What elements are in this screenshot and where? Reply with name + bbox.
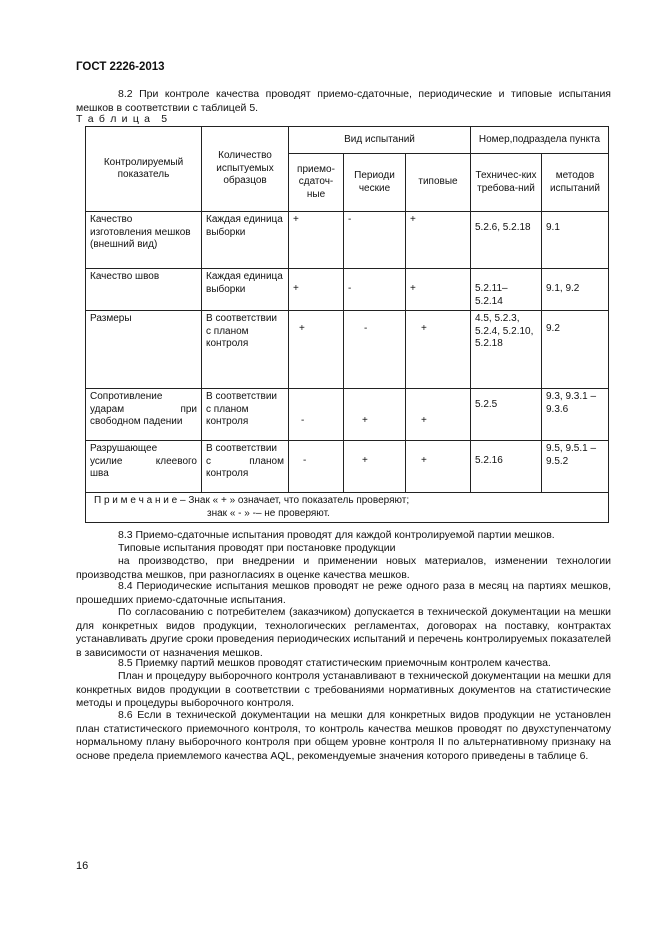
indicator-word: при: [180, 403, 197, 415]
cell-methods: 9.5, 9.5.1 – 9.5.2: [542, 441, 609, 493]
cell-requirements: 5.2.16: [471, 441, 542, 493]
note-line-1: П р и м е ч а н и е – Знак « + » означает, что показатель проверяют;: [94, 495, 410, 506]
indicator-word: усилие: [90, 455, 123, 467]
cell-acceptance: -: [289, 389, 344, 441]
cell-indicator: Размеры: [86, 311, 202, 389]
cell-methods: 9.1, 9.2: [542, 269, 609, 311]
intro-paragraph: [76, 88, 611, 115]
indicator-line: [90, 456, 197, 469]
cell-type: +: [406, 269, 471, 311]
cell-requirements: 4.5, 5.2.3, 5.2.4, 5.2.10, 5.2.18: [471, 311, 542, 389]
cell-type: +: [406, 212, 471, 269]
table-row: [86, 441, 609, 493]
header-methods: методов испытаний: [542, 154, 609, 212]
cell-indicator: Качество швов: [86, 269, 202, 311]
cell-acceptance: +: [289, 269, 344, 311]
indicator-line: [90, 404, 197, 417]
header-type: типовые: [406, 154, 471, 212]
cell-quantity: [202, 441, 289, 493]
paragraph-text: 8.3 Приемо-сдаточные испытания проводят для каждой контролируемой партии мешков.: [118, 529, 555, 541]
quantity-line: В соответствии: [206, 443, 278, 454]
cell-methods: 9.1: [542, 212, 609, 269]
header-test-types: Вид испытаний: [289, 127, 471, 154]
cell-periodic: -: [344, 212, 406, 269]
table-caption-number: 5: [161, 113, 169, 125]
paragraph-types: [76, 542, 611, 556]
indicator-word: ударам: [90, 403, 125, 415]
table-row: [86, 311, 609, 389]
indicator-word: клеевого: [155, 455, 197, 467]
table-caption-word: Т а б л и ц а: [76, 113, 152, 125]
paragraph-types-cont: [76, 555, 611, 582]
indicator-line: шва: [90, 468, 109, 479]
cell-acceptance: +: [289, 212, 344, 269]
cell-periodic: -: [344, 269, 406, 311]
header-acceptance: приемо-сдаточ-ные: [289, 154, 344, 212]
paragraph-text: 8.5 Приемку партий мешков проводят статистическим приемочным контролем качества.: [118, 657, 551, 669]
paragraph-plan: [76, 670, 611, 711]
paragraph-text: План и процедуру выборочного контроля устанавливают в технической документации на мешки для конкретных видов продукции в соответствии с требованиями нормативных документов на статистические методы и процедуры выборочного контроля.: [76, 670, 611, 710]
paragraph-text: 8.4 Периодические испытания мешков проводят не реже одного раза в месяц на партиях мешков, прошедших приемо-сдаточные испытания.: [76, 580, 611, 606]
cell-acceptance: -: [289, 441, 344, 493]
tests-table: [85, 126, 609, 523]
indicator-line: свободном падении: [90, 416, 183, 427]
paragraph-8-3: [76, 529, 611, 543]
document-code: ГОСТ 2226-2013: [76, 61, 165, 73]
cell-methods: 9.2: [542, 311, 609, 389]
table-note-row: [86, 493, 609, 523]
table-row: [86, 389, 609, 441]
table-row: [86, 269, 609, 311]
paragraph-8-5: [76, 657, 611, 671]
cell-quantity: В соответствии с планом контроля: [202, 389, 289, 441]
header-indicator: Контролируемый показатель: [86, 127, 202, 212]
header-periodic: Периоди ческие: [344, 154, 406, 212]
cell-periodic: +: [344, 389, 406, 441]
page-number: 16: [76, 860, 89, 872]
table-row: [86, 212, 609, 269]
cell-periodic: +: [344, 441, 406, 493]
indicator-line: Разрушающее: [90, 443, 158, 454]
paragraph-text: на производство, при внедрении и применении новых материалов, изменении технологии производства мешков, при разногласиях в оценке качества мешков.: [76, 555, 611, 581]
cell-methods: 9.3, 9.3.1 – 9.3.6: [542, 389, 609, 441]
paragraph-8-6: [76, 709, 611, 764]
quantity-line: [206, 456, 284, 469]
paragraph-text: 8.6 Если в технической документации на мешки для конкретных видов продукции не установлен план статистического приемочного контроля, то контроль качества мешков проводят по двухступенчатому нормальному плану выборочного контроля при общем уровне контроля II по альтернативному признаку на основе предела приемлемого качества AQL, рекомендуемые значения которого приведены в таблице 6.: [76, 709, 611, 762]
cell-type: +: [406, 441, 471, 493]
paragraph-agreement: [76, 606, 611, 661]
indicator-line: Сопротивление: [90, 391, 163, 402]
paragraph-text: По согласованию с потребителем (заказчиком) допускается в технической документации на мешки для конкретных видов продукции, технологических регламентах, договорах на поставку, контрактах устанавливать другие сроки проведения периодических испытаний и перечень контролируемых показателей в зависимости от назначения мешков.: [76, 606, 611, 659]
intro-text: 8.2 При контроле качества проводят приемо-сдаточные, периодические и типовые испытания мешков в соответствии с таблицей 5.: [76, 88, 611, 114]
cell-acceptance: +: [289, 311, 344, 389]
cell-indicator: [86, 389, 202, 441]
cell-quantity: Каждая единица выборки: [202, 212, 289, 269]
table-note: [86, 493, 609, 523]
cell-requirements: 5.2.11– 5.2.14: [471, 269, 542, 311]
header-item-number: Номер,подраздела пункта: [471, 127, 609, 154]
cell-indicator: Качество изготовления мешков (внешний вид): [86, 212, 202, 269]
quantity-word: планом: [249, 455, 284, 467]
paragraph-text: Типовые испытания проводят при постановке продукции: [118, 542, 396, 554]
header-requirements: Техничес-ких требова-ний: [471, 154, 542, 212]
quantity-line: контроля: [206, 468, 249, 479]
table-caption: [76, 113, 168, 127]
cell-quantity: Каждая единица выборки: [202, 269, 289, 311]
note-line-2: знак « - » -– не проверяют.: [207, 507, 330, 519]
paragraph-8-4: [76, 580, 611, 607]
cell-requirements: 5.2.6, 5.2.18: [471, 212, 542, 269]
quantity-word: с: [206, 455, 211, 467]
cell-periodic: -: [344, 311, 406, 389]
cell-requirements: 5.2.5: [471, 389, 542, 441]
cell-type: +: [406, 389, 471, 441]
cell-type: +: [406, 311, 471, 389]
header-quantity: Количество испытуемых образцов: [202, 127, 289, 212]
cell-quantity: В соответствии с планом контроля: [202, 311, 289, 389]
cell-indicator: [86, 441, 202, 493]
